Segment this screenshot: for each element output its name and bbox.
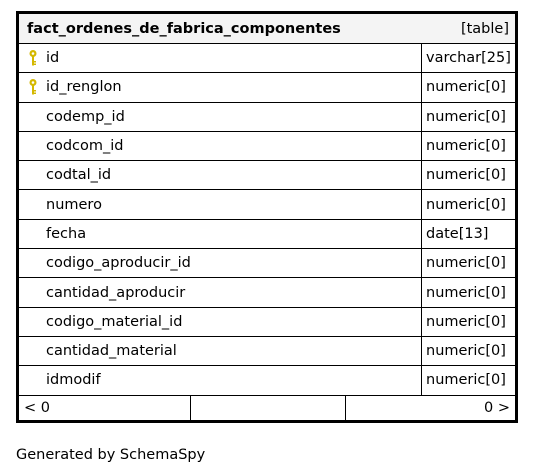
column-row xyxy=(19,44,515,73)
column-name-cell xyxy=(19,308,422,336)
column-name: codcom_id xyxy=(46,138,124,155)
children-count: 0 > xyxy=(484,399,510,416)
column-name: codtal_id xyxy=(46,167,112,184)
column-name-cell xyxy=(19,220,422,248)
column-type: varchar[25] xyxy=(426,50,511,67)
column-row xyxy=(19,161,515,190)
column-type: numeric[0] xyxy=(426,372,506,389)
column-row xyxy=(19,337,515,366)
column-row xyxy=(19,103,515,132)
column-name: cantidad_material xyxy=(46,343,177,360)
column-row xyxy=(19,190,515,219)
column-type: numeric[0] xyxy=(426,108,506,125)
table-header xyxy=(19,14,515,44)
column-list xyxy=(19,44,515,396)
column-type: numeric[0] xyxy=(426,167,506,184)
column-type: numeric[0] xyxy=(426,79,506,96)
column-name: id xyxy=(46,50,60,67)
column-name-cell xyxy=(19,44,422,72)
column-type: numeric[0] xyxy=(426,255,506,272)
column-type: numeric[0] xyxy=(426,313,506,330)
column-name: codigo_material_id xyxy=(46,313,183,330)
column-row xyxy=(19,249,515,278)
column-name: cantidad_aproducir xyxy=(46,284,186,301)
column-name-cell xyxy=(19,278,422,306)
parents-count: < 0 xyxy=(19,396,191,420)
column-row xyxy=(19,278,515,307)
table-kind: [table] xyxy=(460,20,509,37)
column-row xyxy=(19,366,515,395)
table-node[interactable] xyxy=(16,11,518,423)
table-name: fact_ordenes_de_fabrica_componentes xyxy=(27,20,341,37)
column-name-cell xyxy=(19,366,422,394)
column-type: numeric[0] xyxy=(426,138,506,155)
column-name: idmodif xyxy=(46,372,101,389)
column-type: numeric[0] xyxy=(426,196,506,213)
column-row xyxy=(19,308,515,337)
key-icon xyxy=(28,49,38,67)
column-name-cell xyxy=(19,161,422,189)
column-name: codemp_id xyxy=(46,108,125,125)
column-name-cell xyxy=(19,73,422,101)
column-type: date[13] xyxy=(426,225,489,242)
column-name-cell xyxy=(19,190,422,218)
column-name: codigo_aproducir_id xyxy=(46,255,191,272)
column-name: fecha xyxy=(46,225,87,242)
column-name-cell xyxy=(19,103,422,131)
footer-spacer xyxy=(191,396,346,420)
column-type: numeric[0] xyxy=(426,284,506,301)
column-name-cell xyxy=(19,337,422,365)
column-row xyxy=(19,132,515,161)
column-name-cell xyxy=(19,249,422,277)
column-row xyxy=(19,73,515,102)
column-name: numero xyxy=(46,196,102,213)
generated-by-label: Generated by SchemaSpy xyxy=(16,447,206,463)
column-name: id_renglon xyxy=(46,79,122,96)
column-row xyxy=(19,220,515,249)
key-icon xyxy=(28,78,38,96)
column-name-cell xyxy=(19,132,422,160)
table-footer xyxy=(19,396,515,420)
column-type: numeric[0] xyxy=(426,343,506,360)
